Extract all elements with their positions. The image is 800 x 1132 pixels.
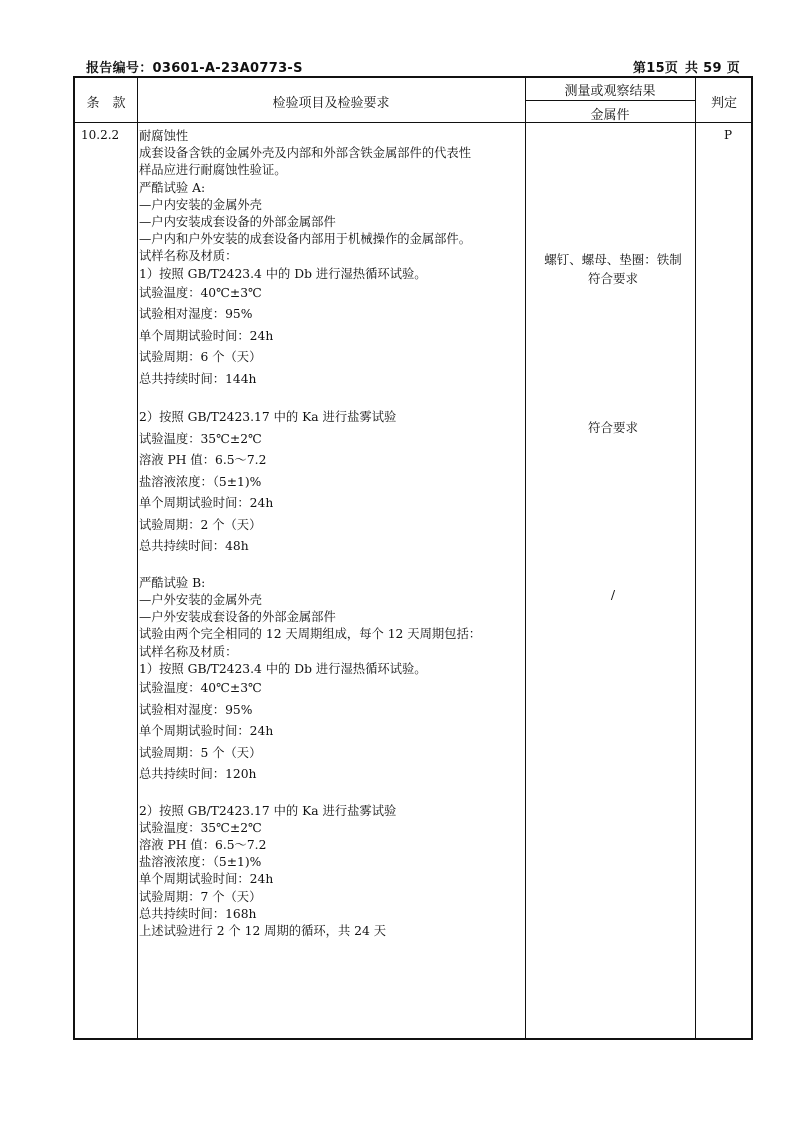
req-line: 试验温度：35℃±2℃: [139, 431, 262, 446]
req-line: —户内和户外安装的成套设备内部用于机械操作的金属部件。: [139, 232, 472, 247]
clause-number: 10.2.2: [81, 128, 120, 142]
req-line: 严酷试验 A:: [139, 180, 206, 195]
req-line: 试验相对湿度：95%: [139, 307, 253, 322]
req-line: 1）按照 GB/T2423.4 中的 Db 进行湿热循环试验。: [139, 661, 427, 676]
req-line: 耐腐蚀性: [139, 129, 189, 143]
col-divider-clause: [137, 78, 138, 1038]
req-line: 试验温度：40℃±3℃: [139, 285, 262, 300]
result-header-divider: [525, 100, 695, 101]
req-line: —户内安装的金属外壳: [139, 197, 262, 212]
req-line: —户外安装的金属外壳: [139, 593, 262, 608]
req-line: 试验周期：2 个（天）: [139, 517, 262, 532]
req-line: 上述试验进行 2 个 12 周期的循环，共 24 天: [139, 923, 387, 938]
header-item: 检验项目及检验要求: [272, 96, 390, 111]
req-line: 盐溶液浓度：（5±1)%: [139, 474, 262, 489]
req-line: 试验由两个完全相同的 12 天周期组成，每个 12 天周期包括：: [139, 627, 482, 642]
req-line: 2）按照 GB/T2423.17 中的 Ka 进行盐雾试验: [139, 803, 397, 818]
req-line: 样品应进行耐腐蚀性验证。: [139, 163, 287, 178]
page-indicator: [631, 57, 740, 76]
req-line: —户内安装成套设备的外部金属部件: [139, 215, 336, 230]
req-line: 单个周期试验时间：24h: [139, 872, 274, 887]
page-current: 第15页: [632, 61, 679, 76]
header-verdict: 判定: [710, 96, 737, 111]
req-line: 2）按照 GB/T2423.17 中的 Ka 进行盐雾试验: [139, 410, 397, 425]
inspection-table: [73, 76, 753, 1040]
result-b: /: [610, 587, 616, 602]
req-line: 盐溶液浓度：（5±1)%: [139, 855, 262, 870]
req-line: 试验周期：6 个（天）: [139, 350, 262, 365]
req-line: 试验相对湿度：95%: [139, 702, 253, 717]
req-line: 总共持续时间：48h: [139, 539, 249, 554]
req-line: —户外安装成套设备的外部金属部件: [139, 610, 336, 625]
req-line: 单个周期试验时间：24h: [139, 328, 274, 343]
req-line: 单个周期试验时间：24h: [139, 496, 274, 511]
req-line: 总共持续时间：120h: [139, 767, 257, 782]
result-a-material: 螺钉、螺母、垫圈：铁制: [544, 252, 682, 267]
req-line: 严酷试验 B:: [139, 575, 206, 590]
req-line: 1）按照 GB/T2423.4 中的 Db 进行湿热循环试验。: [139, 266, 427, 281]
req-line: 溶液 PH 值：6.5～7.2: [139, 837, 267, 852]
req-line: 试样名称及材质：: [139, 249, 238, 264]
req-line: 试验周期：7 个（天）: [139, 889, 262, 904]
page-total: 共 59 页: [685, 61, 740, 76]
req-line: 试验温度：35℃±2℃: [139, 820, 262, 835]
header-result-sub: 金属件: [590, 108, 630, 123]
req-line: 成套设备含铁的金属外壳及内部和外部含铁金属部件的代表性: [139, 146, 472, 161]
req-line: 单个周期试验时间：24h: [139, 724, 274, 739]
req-line: 总共持续时间：168h: [139, 906, 257, 921]
requirements-text: [139, 128, 525, 940]
col-divider-result: [695, 78, 696, 1038]
header-clause: 条 款: [86, 96, 126, 111]
req-line: 试样名称及材质：: [139, 644, 238, 659]
verdict-value: P: [724, 128, 733, 142]
report-number: 报告编号：03601-A-23A0773-S: [86, 61, 303, 76]
req-line: 总共持续时间：144h: [139, 371, 257, 386]
req-line: 溶液 PH 值：6.5～7.2: [139, 453, 267, 468]
req-line: 试验温度：40℃±3℃: [139, 681, 262, 696]
req-line: 试验周期：5 个（天）: [139, 745, 262, 760]
result-a1: 符合要求: [587, 271, 638, 286]
header-result-group: 测量或观察结果: [564, 84, 656, 99]
result-a2: 符合要求: [587, 420, 638, 435]
col-divider-item: [525, 78, 526, 1038]
